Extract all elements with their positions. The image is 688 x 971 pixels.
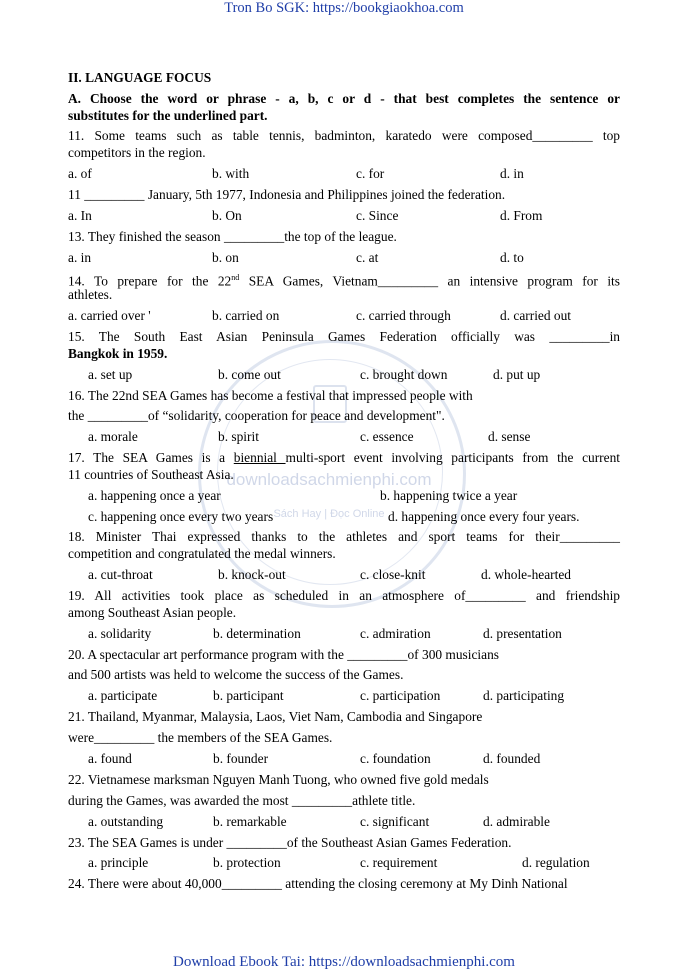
question-14-option-c: c. carried through bbox=[356, 308, 451, 323]
question-11-line-1: 11. Some teams such as table tennis, badminton, karatedo were composed_________ top bbox=[68, 128, 620, 143]
question-22-option-d: d. admirable bbox=[483, 814, 550, 829]
question-22-option-b: b. remarkable bbox=[213, 814, 287, 829]
question-13-line-1: 13. They finished the season _________the top of the league. bbox=[68, 229, 397, 244]
question-20-option-b: b. participant bbox=[213, 688, 284, 703]
question-16-option-a: a. morale bbox=[88, 429, 138, 444]
question-21-option-d: d. founded bbox=[483, 751, 541, 766]
question-18-line-2: competition and congratulated the medal winners. bbox=[68, 546, 336, 561]
question-19-option-a: a. solidarity bbox=[88, 626, 152, 641]
question-18-option-d: d. whole-hearted bbox=[481, 567, 571, 582]
section-title: II. LANGUAGE FOCUS bbox=[68, 70, 212, 85]
question-16-option-d: d. sense bbox=[488, 429, 531, 444]
instruction-line-2: substitutes for the underlined part. bbox=[68, 108, 268, 123]
question-21-option-b: b. founder bbox=[213, 751, 269, 766]
question-17-option-c: c. happening once every two years bbox=[88, 509, 274, 524]
question-19-line-2: among Southeast Asian people. bbox=[68, 605, 237, 620]
question-22-line-1: 22. Vietnamese marksman Nguyen Manh Tuong, who owned five gold medals bbox=[68, 772, 489, 787]
question-17-underlined-word: biennial bbox=[233, 450, 286, 465]
question-19-option-c: c. admiration bbox=[360, 626, 431, 641]
question-12-option-d: d. From bbox=[500, 208, 543, 223]
question-17-text-a: 17. The SEA Games is a bbox=[68, 450, 234, 465]
question-12-line-1: 11 _________ January, 5th 1977, Indonesia and Philippines joined the federation. bbox=[68, 187, 506, 202]
question-19-option-b: b. determination bbox=[213, 626, 301, 641]
question-23-option-b: b. protection bbox=[213, 855, 281, 870]
question-22-line-2: during the Games, was awarded the most _________athlete title. bbox=[68, 793, 416, 808]
question-18-option-c: c. close-knit bbox=[360, 567, 426, 582]
question-16-line-2: the _________of “solidarity, cooperation for peace and development". bbox=[68, 408, 445, 423]
question-11-option-d: d. in bbox=[500, 166, 524, 181]
question-12-option-a: a. In bbox=[68, 208, 92, 223]
question-21-option-c: c. foundation bbox=[360, 751, 431, 766]
question-22-option-c: c. significant bbox=[360, 814, 430, 829]
question-13-option-d: d. to bbox=[500, 250, 524, 265]
question-14-option-a: a. carried over ' bbox=[68, 308, 151, 323]
question-24-line-1: 24. There were about 40,000_________ attending the closing ceremony at My Dinh National bbox=[68, 876, 568, 891]
question-20-option-d: d. participating bbox=[483, 688, 565, 703]
question-13-option-b: b. on bbox=[212, 250, 239, 265]
question-20-line-1: 20. A spectacular art performance program with the _________of 300 musicians bbox=[68, 647, 499, 662]
question-15-option-a: a. set up bbox=[88, 367, 133, 382]
question-17-line-1 bbox=[68, 449, 620, 466]
question-11-option-c: c. for bbox=[356, 166, 385, 181]
question-14-option-b: b. carried on bbox=[212, 308, 280, 323]
question-23-option-d: d. regulation bbox=[522, 855, 590, 870]
question-16-option-c: c. essence bbox=[360, 429, 414, 444]
question-15-line-1: 15. The South East Asian Peninsula Games Federation officially was _________in bbox=[68, 329, 620, 344]
question-14-text-b: SEA Games, Vietnam_________ an intensive program for its bbox=[239, 273, 620, 289]
question-20-option-a: a. participate bbox=[88, 688, 158, 703]
watermark-site: downloadsachmienphi.com bbox=[226, 470, 432, 489]
question-17-option-d: d. happening once every four years. bbox=[388, 509, 580, 524]
question-13-option-c: c. at bbox=[356, 250, 379, 265]
question-21-option-a: a. found bbox=[88, 751, 132, 766]
question-19-line-1: 19. All activities took place as scheduled in an atmosphere of_________ and friendship bbox=[68, 588, 620, 603]
question-23-option-c: c. requirement bbox=[360, 855, 438, 870]
question-20-line-2: and 500 artists was held to welcome the success of the Games. bbox=[68, 667, 404, 682]
question-21-line-1: 21. Thailand, Myanmar, Malaysia, Laos, Viet Nam, Cambodia and Singapore bbox=[68, 709, 483, 724]
question-23-option-a: a. principle bbox=[88, 855, 149, 870]
question-13-option-a: a. in bbox=[68, 250, 92, 265]
question-17-line-2: 11 countries of Southeast Asia. bbox=[68, 467, 234, 482]
question-17-option-a: a. happening once a year bbox=[88, 488, 221, 503]
question-18-line-1: 18. Minister Thai expressed thanks to the athletes and sport teams for their_________ bbox=[68, 529, 620, 544]
question-17-text-b: multi-sport event involving participants from the current bbox=[285, 450, 620, 465]
question-16-line-1: 16. The 22nd SEA Games has become a festival that impressed people with bbox=[68, 388, 473, 403]
question-14-text-a: 14. To prepare for the 22 bbox=[68, 273, 232, 289]
question-12-option-b: b. On bbox=[212, 208, 242, 223]
question-15-option-b: b. come out bbox=[218, 367, 281, 382]
watermark-slogan: Sách Hay | Đọc Online bbox=[273, 508, 385, 520]
page-footer: Download Ebook Tai: https://downloadsachmienphi.com bbox=[173, 954, 515, 970]
question-11-line-2: competitors in the region. bbox=[68, 145, 206, 160]
question-12-option-c: c. Since bbox=[356, 208, 399, 223]
question-20-option-c: c. participation bbox=[360, 688, 441, 703]
question-15-option-c: c. brought down bbox=[360, 367, 448, 382]
question-14-superscript: nd bbox=[231, 273, 240, 282]
question-18-option-b: b. knock-out bbox=[218, 567, 286, 582]
question-14-line-2: athletes. bbox=[68, 287, 113, 302]
question-18-option-a: a. cut-throat bbox=[88, 567, 153, 582]
question-14-option-d: d. carried out bbox=[500, 308, 572, 323]
question-19-option-d: d. presentation bbox=[483, 626, 562, 641]
question-16-option-b: b. spirit bbox=[218, 429, 259, 444]
question-21-line-2: were_________ the members of the SEA Games. bbox=[68, 730, 333, 745]
question-15-line-2: Bangkok in 1959. bbox=[68, 346, 168, 361]
instruction-line-1: A. Choose the word or phrase - a, b, c or d - that best completes the sentence or bbox=[68, 91, 620, 106]
question-22-option-a: a. outstanding bbox=[88, 814, 164, 829]
question-17-option-b: b. happening twice a year bbox=[380, 488, 518, 503]
page-header: Tron Bo SGK: https://bookgiaokhoa.com bbox=[224, 0, 464, 16]
question-15-option-d: d. put up bbox=[493, 367, 541, 382]
question-11-option-a: a. of bbox=[68, 166, 92, 181]
question-11-option-b: b. with bbox=[212, 166, 250, 181]
question-23-line-1: 23. The SEA Games is under _________of the Southeast Asian Games Federation. bbox=[68, 835, 512, 850]
